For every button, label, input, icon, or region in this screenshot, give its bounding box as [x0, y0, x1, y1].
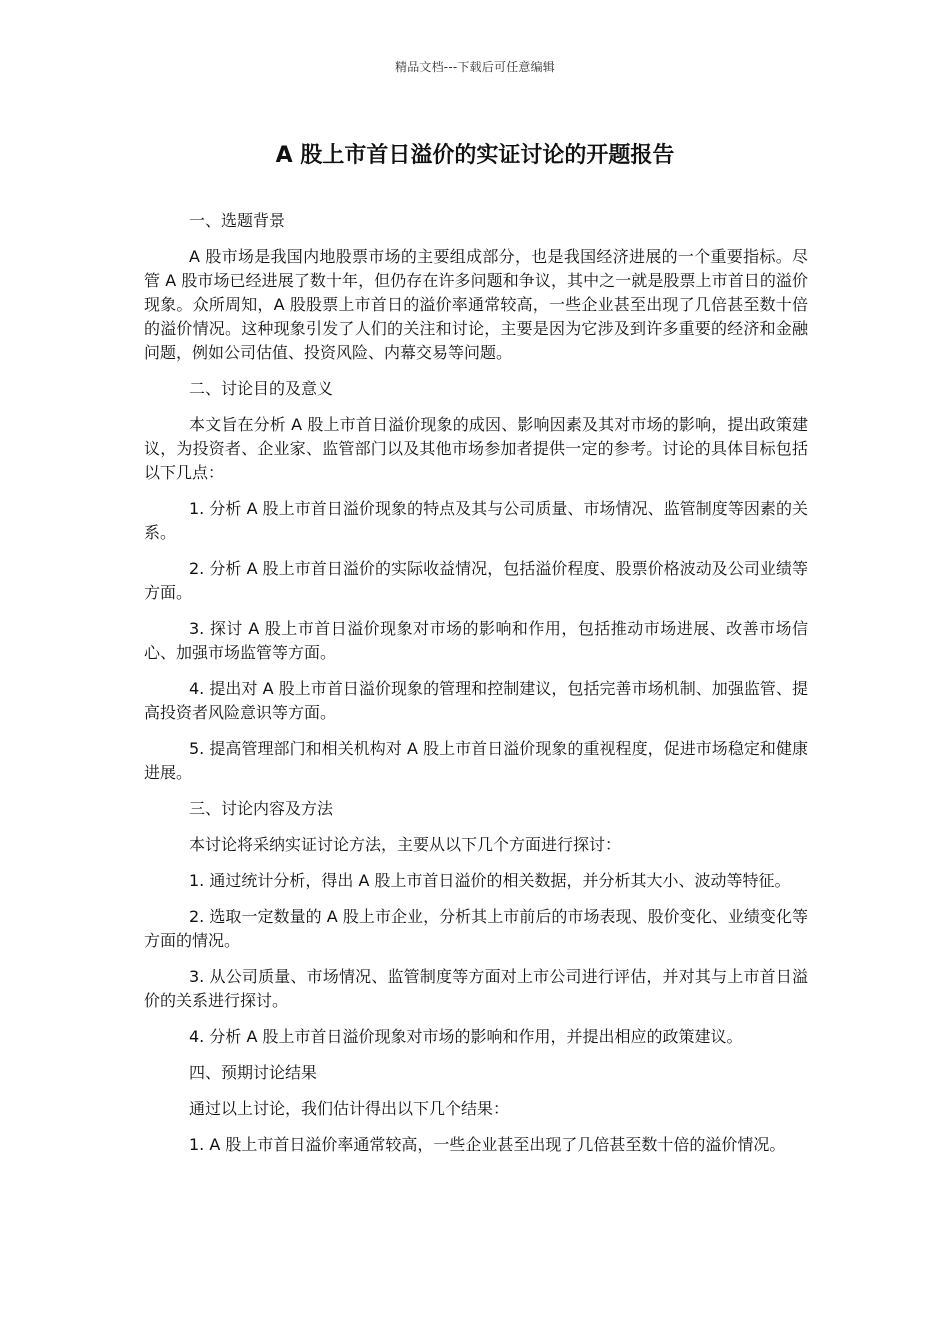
body-paragraph: A 股市场是我国内地股票市场的主要组成部分，也是我国经济进展的一个重要指标。尽管 A 股市场已经进展了数十年，但仍存在许多问题和争议，其中之一就是股票上市首日的溢价现象。众所周知，A 股股票上市首日的溢价率通常较高，一些企业甚至出现了几倍甚至数十倍的溢价情况。这种现象引发了人们的关注和讨论，主要是因为它涉及到许多重要的经济和金融问题，例如公司估值、投资风险、内幕交易等问题。 — [144, 247, 808, 362]
list-item: 5. 提高管理部门和相关机构对 A 股上市首日溢价现象的重视程度，促进市场稳定和健康进展。 — [144, 739, 808, 782]
list-item: 4. 提出对 A 股上市首日溢价现象的管理和控制建议，包括完善市场机制、加强监管、提高投资者风险意识等方面。 — [144, 679, 808, 722]
body-paragraph: 本讨论将采纳实证讨论方法，主要从以下几个方面进行探讨： — [189, 835, 622, 854]
document-title: A 股上市首日溢价的实证讨论的开题报告 — [275, 143, 675, 168]
list-item: 1. 通过统计分析，得出 A 股上市首日溢价的相关数据，并分析其大小、波动等特征。 — [189, 871, 791, 890]
list-item: 4. 分析 A 股上市首日溢价现象对市场的影响和作用，并提出相应的政策建议。 — [189, 1027, 743, 1046]
section-heading: 四、预期讨论结果 — [189, 1063, 318, 1082]
body-paragraph: 通过以上讨论，我们估计得出以下几个结果： — [189, 1099, 510, 1118]
list-item: 1. A 股上市首日溢价率通常较高，一些企业甚至出现了几倍甚至数十倍的溢价情况。 — [189, 1135, 786, 1154]
list-item: 2. 选取一定数量的 A 股上市企业，分析其上市前后的市场表现、股价变化、业绩变化等方面的情况。 — [144, 907, 808, 950]
list-item: 1. 分析 A 股上市首日溢价现象的特点及其与公司质量、市场情况、监管制度等因素的关系。 — [144, 499, 808, 542]
section-heading: 二、讨论目的及意义 — [189, 379, 334, 398]
body-paragraph: 本文旨在分析 A 股上市首日溢价现象的成因、影响因素及其对市场的影响，提出政策建议，为投资者、企业家、监管部门以及其他市场参加者提供一定的参考。讨论的具体目标包括以下几点： — [144, 415, 808, 482]
document-body — [144, 209, 808, 1169]
list-item: 3. 从公司质量、市场情况、监管制度等方面对上市公司进行评估，并对其与上市首日溢价的关系进行探讨。 — [144, 967, 808, 1010]
list-item: 3. 探讨 A 股上市首日溢价现象对市场的影响和作用，包括推动市场进展、改善市场信心、加强市场监管等方面。 — [144, 619, 808, 662]
list-item: 2. 分析 A 股上市首日溢价的实际收益情况，包括溢价程度、股票价格波动及公司业绩等方面。 — [144, 559, 808, 602]
header-note: 精品文档---下载后可任意编辑 — [395, 60, 555, 74]
section-heading: 三、讨论内容及方法 — [189, 799, 334, 818]
section-heading: 一、选题背景 — [189, 211, 286, 230]
